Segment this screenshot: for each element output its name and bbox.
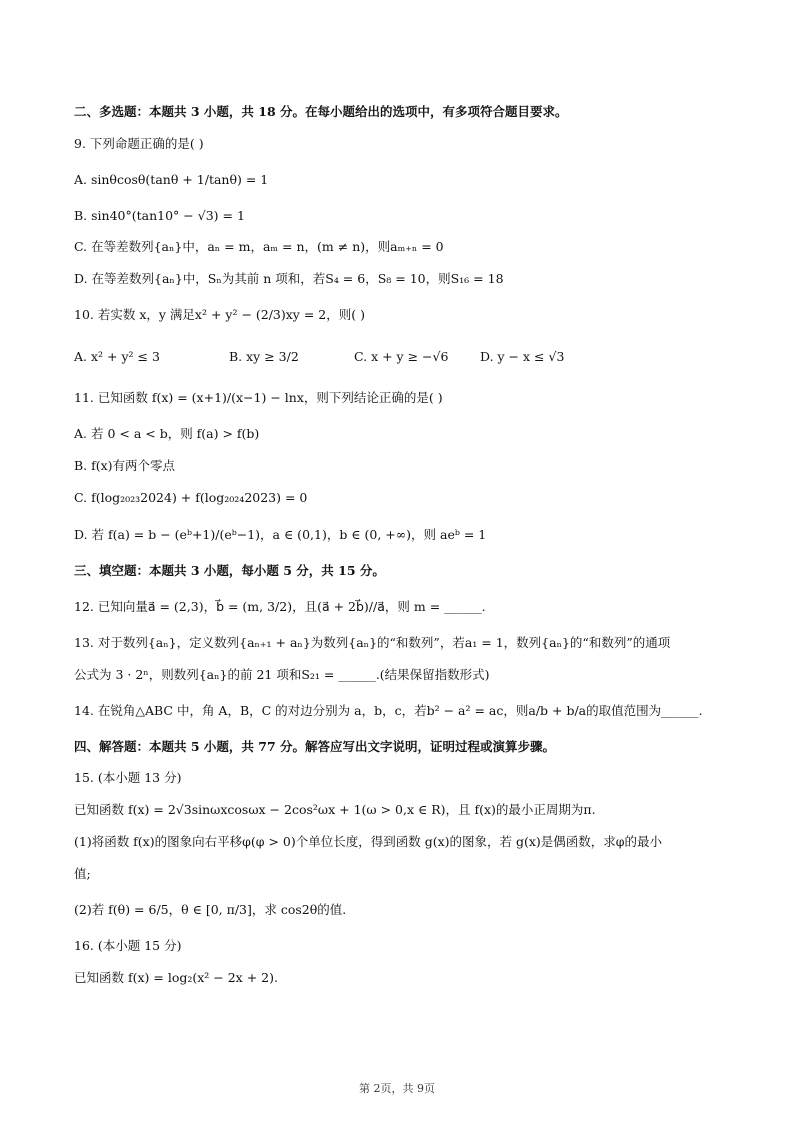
q10-option-c: C. x + y ≥ −√6	[354, 349, 449, 364]
page-footer: 第 2页，共 9页	[359, 1082, 435, 1095]
q11-option-a: A. 若 0 < a < b，则 f(a) > f(b)	[74, 426, 260, 441]
q9-stem: 9. 下列命题正确的是( )	[74, 136, 204, 151]
q16-given: 已知函数 f(x) = log₂(x² − 2x + 2).	[74, 970, 278, 985]
q14-text: 14. 在锐角△ABC 中，角 A，B，C 的对边分别为 a，b，c，若b² − a² = ac，则a/b + b/a的取值范围为______.	[74, 703, 703, 718]
q11-stem: 11. 已知函数 f(x) = (x+1)/(x−1) − lnx，则下列结论正确的是( )	[74, 390, 443, 405]
q15-part1-line2: 值;	[74, 866, 91, 881]
q12-text: 12. 已知向量a⃗ = (2,3)，b⃗ = (m, 3/2)，且(a⃗ + 2b⃗)//a⃗，则 m = ______.	[74, 599, 486, 614]
q9-option-d: D. 在等差数列{aₙ}中，Sₙ为其前 n 项和，若S₄ = 6，S₈ = 10，则S₁₆ = 18	[74, 271, 504, 286]
q9-option-c: C. 在等差数列{aₙ}中，aₙ = m，aₘ = n，(m ≠ n)，则aₘ₊ₙ = 0	[74, 239, 444, 254]
q15-part1-line1: (1)将函数 f(x)的图象向右平移φ(φ > 0)个单位长度，得到函数 g(x)的图象，若 g(x)是偶函数，求φ的最小	[74, 834, 663, 849]
q10-stem: 10. 若实数 x，y 满足x² + y² − (2/3)xy = 2，则( )	[74, 307, 365, 322]
q10-option-b: B. xy ≥ 3/2	[229, 349, 299, 364]
section-multi-choice-heading: 二、多选题：本题共 3 小题，共 18 分。在每小题给出的选项中，有多项符合题目要求。	[74, 104, 568, 119]
q15-part2: (2)若 f(θ) = 6/5，θ ∈ [0, π/3]，求 cos2θ的值.	[74, 902, 347, 917]
q13-line-2: 公式为 3 · 2ⁿ，则数列{aₙ}的前 21 项和S₂₁ = ______.(结果保留指数形式)	[74, 667, 490, 682]
q15-given: 已知函数 f(x) = 2√3sinωxcosωx − 2cos²ωx + 1(ω > 0,x ∈ R)，且 f(x)的最小正周期为π.	[74, 802, 596, 817]
q9-option-a: A. sinθcosθ(tanθ + 1/tanθ) = 1	[74, 172, 269, 187]
q11-option-d: D. 若 f(a) = b − (eᵇ+1)/(eᵇ−1)，a ∈ (0,1)，b ∈ (0, +∞)，则 aeᵇ = 1	[74, 527, 487, 542]
section-solve-heading: 四、解答题：本题共 5 小题，共 77 分。解答应写出文字说明，证明过程或演算步骤。	[74, 739, 556, 754]
q10-option-d: D. y − x ≤ √3	[480, 349, 565, 364]
q10-option-a: A. x² + y² ≤ 3	[74, 349, 160, 364]
q11-option-c: C. f(log₂₀₂₃2024) + f(log₂₀₂₄2023) = 0	[74, 490, 308, 505]
q9-option-b: B. sin40°(tan10° − √3) = 1	[74, 208, 245, 223]
section-fill-in-heading: 三、填空题：本题共 3 小题，每小题 5 分，共 15 分。	[74, 563, 385, 578]
q11-option-b: B. f(x)有两个零点	[74, 458, 176, 473]
q15-heading: 15. (本小题 13 分)	[74, 770, 182, 785]
q16-heading: 16. (本小题 15 分)	[74, 938, 182, 953]
q13-line-1: 13. 对于数列{aₙ}，定义数列{aₙ₊₁ + aₙ}为数列{aₙ}的“和数列”，若a₁ = 1，数列{aₙ}的“和数列”的通项	[74, 635, 671, 650]
